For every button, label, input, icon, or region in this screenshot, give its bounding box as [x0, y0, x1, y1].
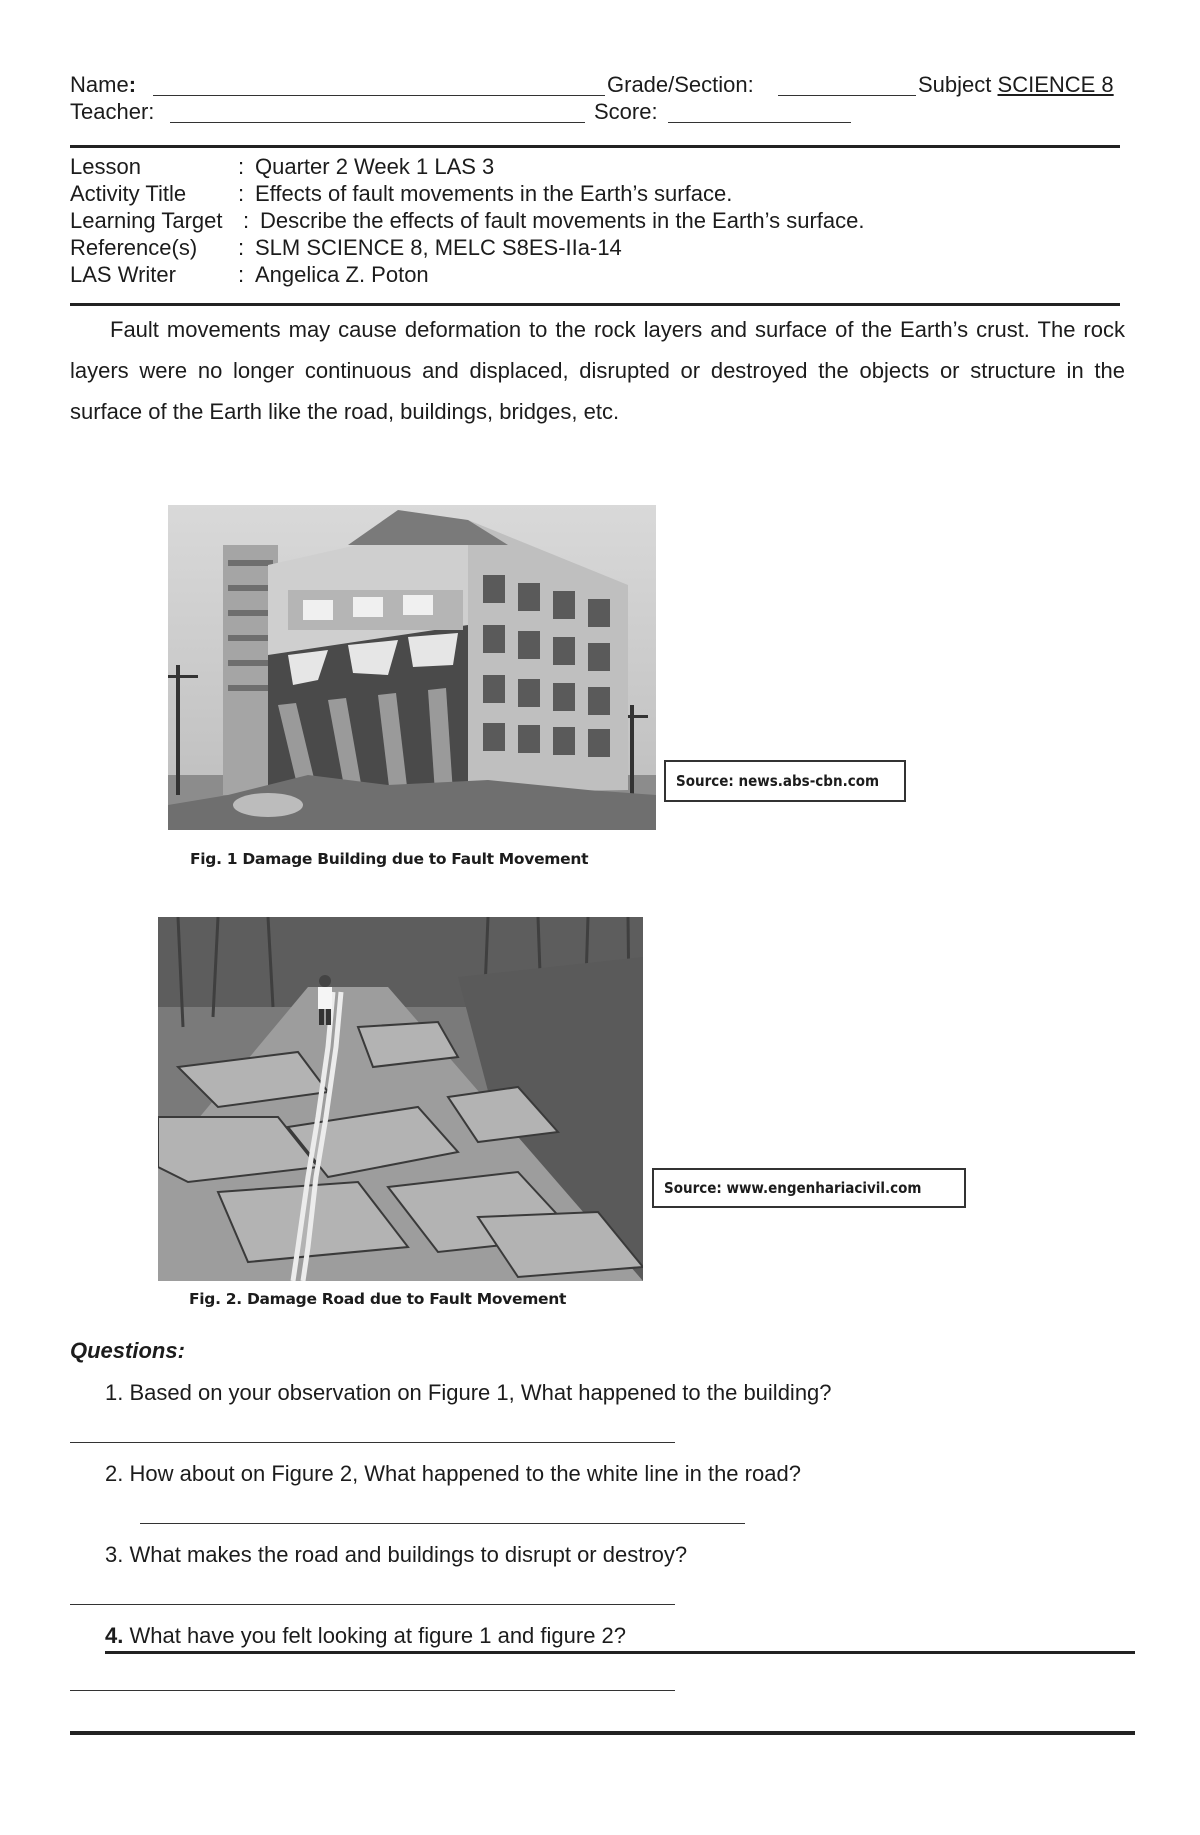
name-field[interactable]: Name:	[70, 72, 137, 97]
figure-2-caption: Fig. 2. Damage Road due to Fault Movement	[189, 1290, 567, 1308]
question-4: 4. What have you felt looking at figure 1 and figure 2?	[105, 1623, 627, 1648]
subject-label: Subject	[918, 72, 992, 97]
info-row-lesson: Lesson : Quarter 2 Week 1 LAS 3	[70, 154, 495, 179]
grade-section-blank[interactable]	[778, 95, 916, 96]
question-3: 3. What makes the road and buildings to disrupt or destroy?	[105, 1542, 688, 1567]
teacher-blank[interactable]	[170, 122, 585, 123]
info-row-references: Reference(s) : SLM SCIENCE 8, MELC S8ES-IIa-14	[70, 235, 622, 260]
score-label: Score:	[594, 99, 658, 124]
figure-1-caption: Fig. 1 Damage Building due to Fault Movement	[190, 850, 589, 868]
subject-field	[918, 72, 1114, 98]
answer-line-2[interactable]	[140, 1523, 745, 1524]
score-blank[interactable]	[668, 122, 851, 123]
footer-divider	[70, 1731, 1135, 1735]
info-divider	[70, 303, 1120, 306]
figure-1-source: Source: news.abs-cbn.com	[664, 760, 906, 802]
teacher-label: Teacher:	[70, 99, 155, 124]
answer-line-1[interactable]	[70, 1442, 675, 1443]
info-row-activity-title: Activity Title : Effects of fault movements in the Earth’s surface.	[70, 181, 733, 206]
intro-paragraph: Fault movements may cause deformation to the rock layers and surface of the Earth’s crust. The rock layers were no longer continuous and displaced, disrupted or destroyed the objects or structure in the surface of the Earth like the road, buildings, bridges, etc.	[70, 317, 1125, 424]
damaged-building-photo	[168, 505, 656, 830]
answer-line-4[interactable]	[70, 1690, 675, 1691]
question-2: 2. How about on Figure 2, What happened to the white line in the road?	[105, 1461, 801, 1486]
damaged-road-photo	[158, 917, 643, 1281]
name-label: Name	[70, 72, 129, 97]
question-1: 1. Based on your observation on Figure 1, What happened to the building?	[105, 1380, 832, 1405]
subject-value: SCIENCE 8	[997, 72, 1114, 97]
grade-section-label: Grade/Section:	[607, 72, 754, 97]
name-blank[interactable]	[153, 95, 605, 96]
info-row-learning-target: Learning Target : Describe the effects of fault movements in the Earth’s surface.	[70, 208, 865, 233]
header-divider	[70, 145, 1120, 148]
figure-2-source: Source: www.engenhariacivil.com	[652, 1168, 966, 1208]
question-4-underline	[105, 1651, 1135, 1654]
info-row-las-writer: LAS Writer : Angelica Z. Poton	[70, 262, 429, 287]
answer-line-3[interactable]	[70, 1604, 675, 1605]
lesson-info	[0, 153, 1200, 293]
questions-heading: Questions:	[70, 1338, 185, 1363]
